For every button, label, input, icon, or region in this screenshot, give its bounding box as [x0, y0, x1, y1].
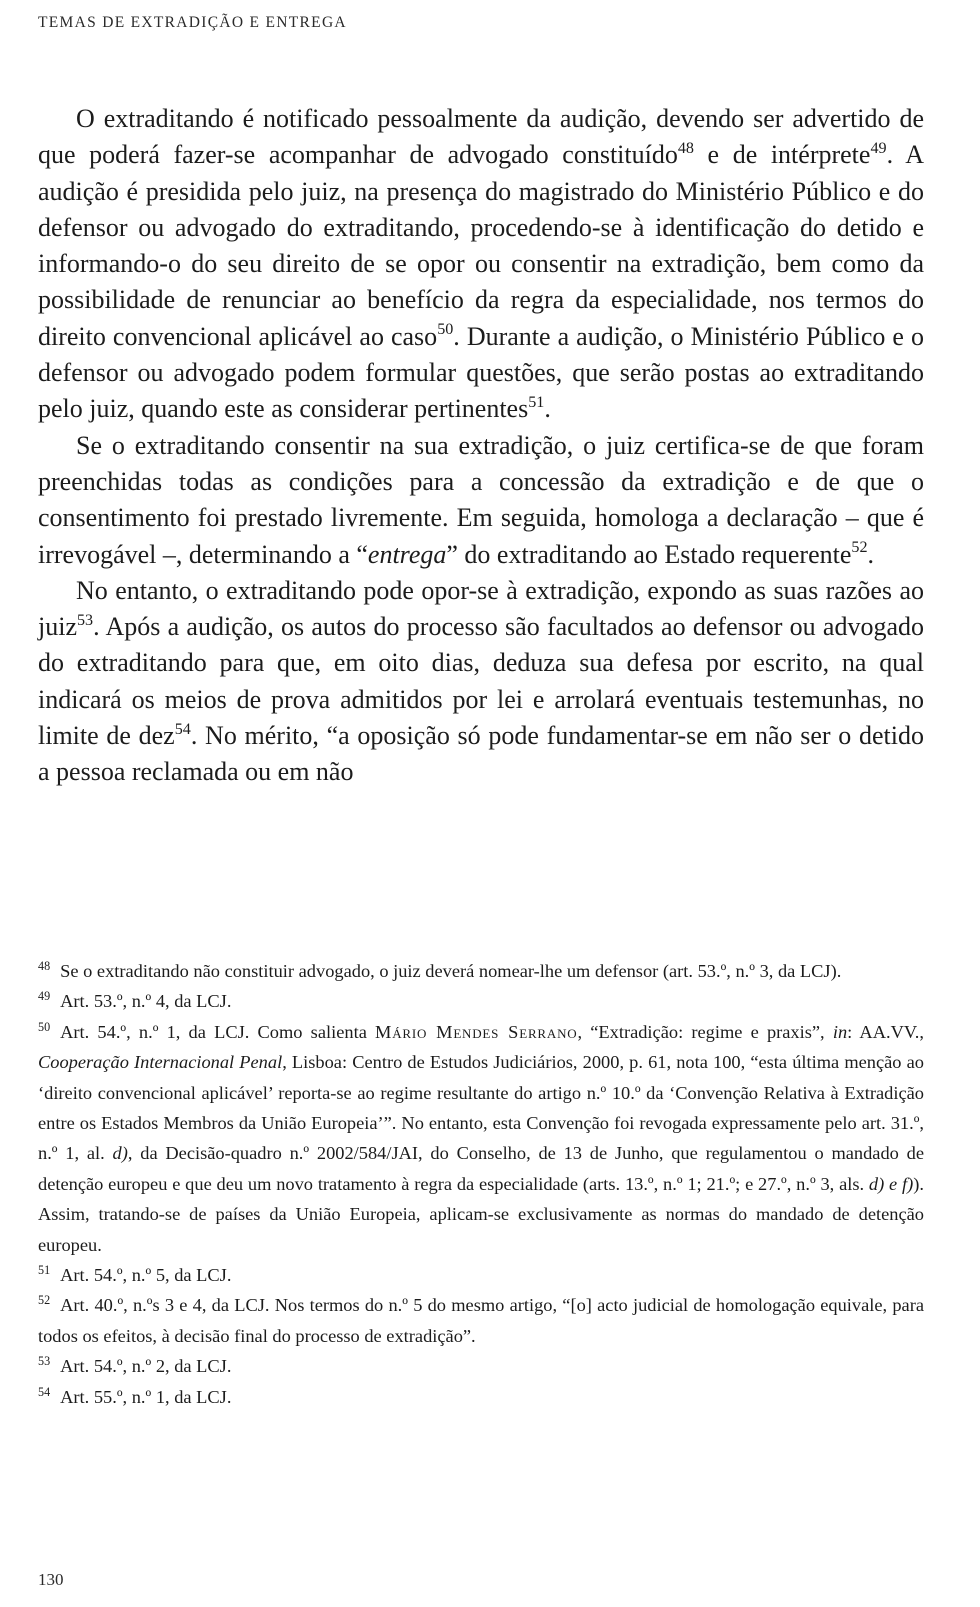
footnote-text: Se o extraditando não constituir advogado, o juiz deverá nomear-lhe um defensor (art. 53.º, n.º 3, da LCJ). — [60, 961, 842, 981]
footnote-number: 49 — [38, 989, 51, 1004]
footnote-number: 52 — [38, 1293, 51, 1308]
author-name: Mário Mendes Serrano — [375, 1021, 578, 1042]
text-run: , “Extradição: regime e praxis”, — [577, 1021, 833, 1042]
footnote-52 — [38, 1290, 924, 1351]
footnote-ref-50[interactable]: 50 — [437, 321, 454, 339]
text-run: ). Assim, tratando-se de países da União Europeia, aplicam-se exclusivamente as normas do mandado de detenção europeu. — [38, 1173, 924, 1255]
emphasis: d) — [112, 1143, 128, 1164]
footnote-54 — [38, 1382, 924, 1412]
footnote-ref-49[interactable]: 49 — [870, 139, 887, 157]
footnote-51 — [38, 1260, 924, 1290]
footnote-number: 48 — [38, 958, 51, 973]
text-run: Se o extraditando consentir na sua extradição, o juiz certifica-se de que foram preenchidas todas as condições para a concessão da extradição e de que o consentimento foi prestado livremente. Em seguida, homologa a declaração – que é irrevogável –, determinando a “ — [38, 430, 924, 569]
footnote-text: Art. 40.º, n.ºs 3 e 4, da LCJ. Nos termos do n.º 5 do mesmo artigo, “[o] acto judicial de homologação equivale, para todos os efeitos, à decisão final do processo de extradição”. — [38, 1295, 924, 1346]
text-run: Art. 54.º, n.º 1, da LCJ. Como salienta — [60, 1021, 376, 1042]
text-run: No entanto, o extraditando pode opor-se à extradição, expondo as suas razões ao juiz — [38, 575, 924, 642]
text-run: . No mérito, “a oposição só pode fundamentar-se em não ser o detido a pessoa reclamada ou em não — [38, 721, 925, 787]
footnote-number: 51 — [38, 1262, 51, 1277]
emphasis: entrega — [367, 539, 447, 569]
footnote-ref-54[interactable]: 54 — [174, 720, 191, 738]
emphasis: d) e f) — [868, 1173, 914, 1194]
text-run: . Durante a audição, o Ministério Público e o defensor ou advogado podem formular questões, que serão postas ao extraditando pelo juiz, quando este as considerar pertinentes — [38, 321, 924, 424]
footnote-text: Art. 54.º, n.º 5, da LCJ. — [60, 1265, 232, 1286]
text-run: . — [544, 394, 551, 424]
paragraph-3 — [38, 573, 924, 791]
footnote-ref-52[interactable]: 52 — [851, 539, 868, 557]
text-run: ” do extraditando ao Estado requerente — [446, 539, 852, 569]
paragraph-1 — [38, 101, 924, 428]
footnote-text: Art. 53.º, n.º 4, da LCJ. — [60, 991, 232, 1012]
text-run: . Após a audição, os autos do processo são facultados ao defensor ou advogado do extraditando para que, em oito dias, deduza sua defesa por escrito, na qual indicará os meios de prova admitidos por lei e arrolará eventuais testemunhas, no limite de dez — [38, 612, 924, 751]
text-run: O extraditando é notificado pessoalmente da audição, devendo ser advertido de que poderá fazer-se acompanhar de advogado constituído — [38, 104, 924, 170]
footnote-number: 50 — [38, 1019, 51, 1034]
page-number: 130 — [38, 1570, 64, 1589]
footnote-ref-51[interactable]: 51 — [528, 393, 545, 411]
footnote-text: Art. 55.º, n.º 1, da LCJ. — [60, 1386, 232, 1407]
work-title: Cooperação Internacional Penal — [38, 1052, 283, 1073]
text-run: : AA.VV., — [847, 1021, 924, 1042]
text-run: e de intérprete — [693, 140, 871, 170]
emphasis: in — [832, 1021, 848, 1042]
footnote-number: 53 — [38, 1354, 51, 1369]
footnote-ref-53[interactable]: 53 — [77, 611, 94, 629]
footnote-53 — [38, 1351, 924, 1381]
footnote-number: 54 — [38, 1384, 51, 1399]
body-text — [38, 101, 924, 791]
footnote-text: Art. 54.º, n.º 2, da LCJ. — [60, 1356, 232, 1377]
footnotes — [38, 956, 924, 1412]
footnote-49 — [38, 986, 924, 1016]
footnote-48 — [38, 956, 924, 986]
running-head: TEMAS DE EXTRADIÇÃO E ENTREGA — [38, 14, 347, 31]
text-run: . A audição é presidida pelo juiz, na presença do magistrado do Ministério Público e do defensor ou advogado do extraditando, procedendo-se à identificação do detido e informando-o do seu direito de se opor ou consentir na extradição, bem como da possibilidade de renunciar ao benefício da regra da especialidade, nos termos do direito convencional aplicável ao caso — [38, 140, 925, 351]
text-run: . — [867, 539, 874, 569]
text-run: , da Decisão-quadro n.º 2002/584/JAI, do Conselho, de 13 de Junho, que regulamentou o mandado de detenção europeu e que deu um novo tratamento à regra da especialidade (arts. 13.º, n.º 1; 21.º; e 27.º, n.º 3, als. — [38, 1143, 925, 1194]
paragraph-2 — [38, 428, 924, 573]
footnote-ref-48[interactable]: 48 — [677, 139, 694, 157]
text-run: , Lisboa: Centro de Estudos Judiciários, 2000, p. 61, nota 100, “esta última menção ao ‘direito convencional aplicável’ reporta-se ao regime resultante do artigo n.º 10.º da ‘Convenção Relativa à Extradição entre os Estados Membros da União Europeia’”. No entanto, esta Convenção foi revogada expressamente pelo art. 31.º, n.º 1, al. — [38, 1052, 924, 1164]
footnote-50 — [38, 1017, 924, 1260]
